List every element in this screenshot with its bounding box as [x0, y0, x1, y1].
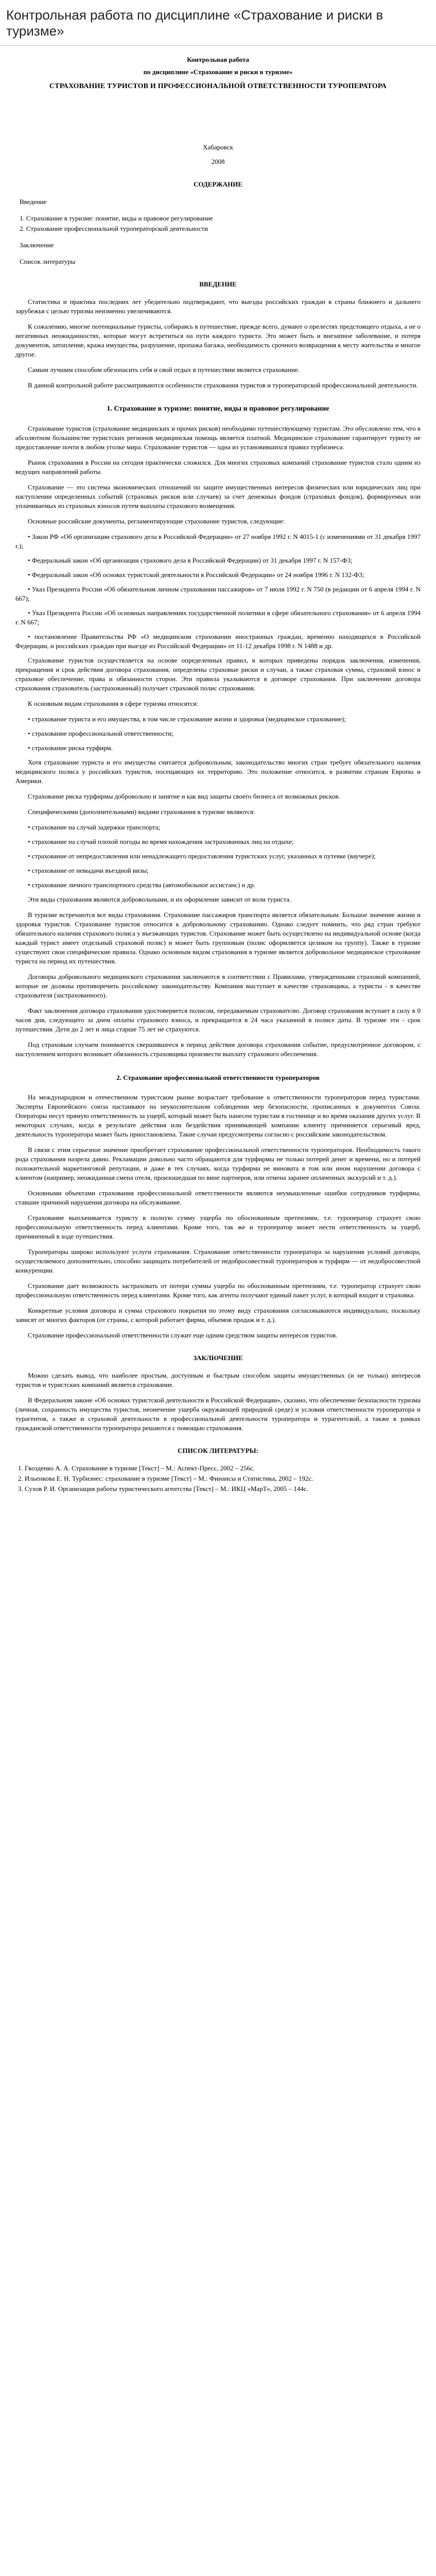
paragraph: Можно сделать вывод, что наиболее простым, доступным и быстрым способом защиты имущественных (и не только) интересов туристов и туристских компаний является страхование. — [15, 1371, 421, 1388]
paragraph: К сожалению, многие потенциальные туристы, собираясь в путешествие, прежде всего, думают о прелестях предстоящего отдыха, а не о негативных неожиданностях, которые могут встретиться на пути каждого туриста. Это может быть и внезапное заболевание, и потеря документов, затопление, кража имущества, разрушение, пропажа багажа, необходимость срочного возвращения к месту жительства и многое другое. — [15, 323, 421, 358]
paragraph: Хотя страхование туриста и его имущества считается добровольным, законодательство многих стран требует обязательного наличия медицинского полиса у российских туристов, посещающих их территорию. Это положение относится, в развитии странам Европы и Америки. — [15, 758, 421, 785]
chapter2-section — [15, 1093, 421, 1340]
paragraph: Специфическими (дополнительными) видами страхования в туризме являются: — [28, 808, 255, 816]
discipline-line: по дисциплине «Страхование и риски в туризме» — [143, 68, 293, 76]
page-header — [0, 0, 436, 46]
chapter2-heading: 2. Страхование профессиональной ответственности туроператоров — [116, 1074, 320, 1081]
intro-heading: ВВЕДЕНИЕ — [199, 280, 237, 288]
paragraph: Основные российские документы, регламентирующие страхование туристов, следующие: — [28, 517, 285, 525]
paragraph: Страхование туристов осуществляется на основе определенных правил, в которых приведены порядок заключения, изменения, прекращения и срок действия договора страхования, определены страховые риски и случаи, а также страховая сумма, страховой взнос и страховое обеспечение, права и обязанности сторон. Эти правила указываются в договоре страхования. При заключении договора страхования страхователь (застрахованный) получает страховой полис страхования. — [15, 656, 421, 692]
paragraph: Страхование туристов (страхование медицинских и прочих рисков) необходимо путешествующему туристам. Это обусловлено тем, что в абсолютном большинстве туристских регионов медицинская помощь является платной. Медицинское страхование гарантирует туристу не предоставление почти в любом уголке мира. Страхование туристов — одна из установившихся правил турбизнеса. — [15, 425, 421, 451]
paragraph: Страхование выплачивается туристу в полную сумму ущерба по обоснованным претензиям, т.е. туроператор страхует свою профессиональную ответственность перед клиентами. Кроме того, так же и туроператор может нести ответственность за ущерб, причиненный в ходе путешествия. — [15, 1214, 421, 1240]
toc-heading: СОДЕРЖАНИЕ — [193, 180, 243, 188]
paragraph: Страхование — это система экономических отношений по защите имущественных интересов физических или юридических лиц при наступлении определенных событий (страховых рисков или случаев) за счет денежных фондов (страховых фондов), формируемых или уплачиваемых из страховых взносов путем выплаты страхового возмещения. — [15, 483, 421, 510]
title-block — [15, 55, 421, 91]
paragraph: Страхование дает возможность застраховать от потери суммы ущерба по обоснованным претензиям, т.е. туроператор страхует свою профессиональную ответственность перед клиентами. Кроме того, как агенты получают единый пакет услуг, в который входит и страховка. — [15, 1282, 421, 1299]
paragraph: Факт заключения договора страхования удостоверяется полисом, передаваемым страхователю. Договор страхования вступает в силу в 0 часов дня, следующего за днем оплаты страхового взноса, и прекращается в 24 часа указанной в полисе даты. В туризме эти - срок путешествия. Дети до 2 лет и лица старше 75 лет не страхуются. — [15, 1007, 421, 1033]
paragraph: Под страховым случаем понимается свершившееся в период действия договора страхования событие, предусмотренное договором, с наступлением которого возникает обязанность страховщика произвести выплату страхового обеспечения. — [15, 1041, 421, 1058]
toc-item: 1. Страхование в туризме: понятие, виды и правовое регулирование — [20, 214, 213, 222]
page-title: Контрольная работа по дисциплине «Страхование и риски в туризме» — [6, 7, 383, 39]
reference-item: 2. Ильенкова Е. Н. Турбизнес: страхование в туризме [Текст] – М.: Финансы и Статистика, 2002 – 192с. — [25, 1474, 421, 1483]
list-item: • страхование риска турфирм. — [28, 744, 113, 752]
table-of-contents — [15, 197, 421, 266]
toc-item: 2. Страхование профессиональной туроператорской деятельности — [20, 225, 208, 232]
list-item: • Федеральный закон «Об организации страхового дела в Российской Федерации) от 31 декабря 1997 г. N 157-Ф3; — [28, 556, 353, 564]
list-item: • страхование профессиональной ответственности; — [28, 730, 173, 737]
paragraph: Самым лучшим способом обезопасить себя и свой отдых в путешествии является страхование. — [28, 366, 300, 374]
list-item: • страхование от непредоставления или ненадлежащего предоставления туристских услуг, указанных в путевке (ваучере); — [28, 852, 376, 860]
references-list — [15, 1464, 421, 1494]
paragraph: Страхование риска турфирмы добровольно и занятие и как вид защиты своего бизнеса от возможных рисков. — [28, 792, 340, 800]
conclusion-section — [15, 1371, 421, 1433]
city: Хабаровск — [203, 143, 233, 151]
paragraph: В туризме встречаются все виды страхования. Страхование пассажиров транспорта является обязательным. Большое значение жизни и здоровья туристов. Страхование туристов относится к добровольному страхованию. Однако следует помнить, что ряд стран требуют обязательного наличия страхового полиса у въезжающих туристов. Страхование может быть осуществлено на индивидуальной основе (когда каждый турист имеет отдельный страховой полис) и может быть групповым (полис оформляется целиком на группу). Также в туризме существуют свои специфические правила. Однако основным видом страхования в туризме является добровольное медицинское страхование туриста на период их путешествия. — [15, 911, 421, 965]
paragraph: Статистика и практика последних лет убедительно подтверждают, что выезды российских граждан в страны ближнего и дальнего зарубежья с целью туризма неизменно увеличиваются. — [15, 298, 421, 315]
year: 2008 — [211, 158, 225, 165]
paragraph: К основным видам страхования в сфере туризма относятся: — [28, 700, 198, 707]
references-heading: СПИСОК ЛИТЕРАТУРЫ: — [178, 1447, 258, 1454]
list-item: • Закон РФ «Об организации страхового дела в Российской Федерации» от 27 ноября 1992 г. N 4015-1 (с изменениями от 31 декабря 1997 г.); — [15, 533, 421, 550]
paragraph: Туроператоры широко используют услуги страхования. Страхование ответственности туроператора за нарушения условий договора, осуществляемого дополнительно, способно защищать потребителей от недобросовестной туроператоров и турфирм — от недобросовестной конкуренции. — [15, 1248, 421, 1274]
list-item: • страхование на случай задержки транспорта; — [28, 823, 161, 831]
paragraph: Страхование профессиональной ответственности служит еще одним средством защиты интересов туристов. — [28, 1331, 338, 1339]
document-body — [0, 55, 436, 1505]
paragraph: В связи с этим серьезное значение приобретает страхование профессиональной ответственности туроператоров. Необходимость такого рода страхования назрела давно. Рекламации довольно часто обращаются для турфирмы не только потерей денег и времени, но и потерей положительной маркетинговой репутации, и даже в тех случаях, когда турфирма не виновата в том или ином нарушении договора с клиентом (например, неожиданная смена отеля, произошедшая по вине партнеров, или отмена заранее оплаченных экскурсий и т. д.). — [15, 1146, 421, 1181]
list-item: • Федеральный закон «Об основах туристской деятельности в Российской Федерации» от 24 ноября 1996 г. N 132-Ф3; — [28, 571, 364, 579]
list-item: • страхование туриста и его имущества, в том числе страхование жизни и здоровья (медицинское страхование); — [28, 715, 346, 723]
paragraph: Основными объектами страхования профессиональной ответственности являются неумышленные ошибки сотрудников турфирмы, ставшие причиной нарушения договора на обслуживание. — [15, 1189, 421, 1206]
toc-item: Заключение — [20, 241, 54, 249]
paragraph: На международном и отечественном туристском рынке возрастает требование к ответственности туроператоров перед туристами. Эксперты Европейского союза настаивают на неукоснительном соблюдении мер безопасности, прописанных в документах Союза. Операторы несут прямую ответственность за ущерб, который может быть нанесен туристам в гостинице и во время оказания других услуг. В некоторых случаях, когда в результате действия или бездействия принимающей компании клиенту причиняется серьезный вред, деятельность туроператора может быть приостановлена. Такие случаи предусмотрены согласно с российским законодательством. — [15, 1093, 421, 1138]
reference-item: 3. Сухов Р. И. Организация работы туристического агентства [Текст] – М.: ИКЦ «МарТ», 2005 – 144с. — [25, 1484, 421, 1494]
paragraph: Конкретные условия договора и сумма страхового покрытия по этому виду страхования согласовываются индивидуально, поскольку зависят от многих факторов (от страны, с которой работает фирма, объемов продаж и т. д.). — [15, 1307, 421, 1324]
paragraph: Эти виды страхования являются добровольными, и их оформление зависит от воли туриста. — [28, 895, 291, 903]
toc-item: Список литературы — [20, 258, 76, 265]
work-topic: СТРАХОВАНИЕ ТУРИСТОВ И ПРОФЕССИОНАЛЬНОЙ ОТВЕТСТВЕННОСТИ ТУРОПЕРАТОРА — [49, 82, 387, 90]
list-item: • Указ Президента России «Об обязательном личном страховании пассажиров» от 7 июля 1992 г. N 750 (в редакции от 6 апреля 1994 г. N 667); — [15, 585, 421, 602]
list-item: • страхование от невыдачи въездной визы; — [28, 867, 149, 874]
list-item: • страхование личного транспортного средства (автомобильное ассистанс) и др. — [28, 881, 256, 889]
paragraph: В Федеральном законе «Об основах туристской деятельности в Российской Федерации», сказано, что обеспечение безопасности туризма (личная, сохранность имущества туристов, неонечение ущерба окружающей природной среде) и условия ответственности туроператора и турагентов, а также и страховой деятельности в профессиональной деятельности туроператора и турагентской, а также в рамках гражданской ответственности туроператора решаются с помощью страхования. — [15, 1396, 421, 1432]
paragraph: Договоры добровольного медицинского страхования заключаются в соответствии с Правилами, утвержденными страховой компанией, которые не должны противоречить российскому законодательству. Компания выступает в качестве страховщика, а туристы - в качестве страхователя (застрахованного). — [15, 973, 421, 999]
intro-section — [15, 297, 421, 390]
work-type: Контрольная работа — [187, 56, 249, 63]
list-item: • страхование на случай плохой погоды во время нахождения застрахованных лиц на отдыхе; — [28, 838, 294, 845]
list-item: • Указ Президента России «Об основных направлениях государственной политики в сфере обязательного страхования» от 6 апреля 1994 г. N 667; — [15, 609, 421, 626]
city-year-block — [15, 143, 421, 166]
list-item: • постановление Правительства РФ «О медицинском страховании иностранных граждан, временно находящихся в Российской Федерации, и российских граждан при выезде из Российской Федерации» от 11-12 декабря 1998 г. N 1488 и др. — [15, 633, 421, 650]
conclusion-heading: ЗАКЛЮЧЕНИЕ — [193, 1354, 243, 1362]
reference-item: 1. Гвозденко А. А. Страхование в туризме [Текст] – М.: Аспект-Пресс, 2002 – 256с. — [25, 1464, 421, 1473]
paragraph: В данной контрольной работе рассматриваются особенности страхования туристов и туроператорской профессиональной деятельности. — [28, 381, 418, 389]
toc-item: Введение — [20, 198, 47, 206]
paragraph: Рынок страхования в России на сегодня практически сложился. Для многих страховых компаний страхование туристов стало одним из ведущих направлений работы. — [15, 459, 421, 476]
chapter1-section — [15, 424, 421, 1059]
chapter1-heading: 1. Страхование в туризме: понятие, виды и правовое регулирование — [107, 405, 329, 413]
